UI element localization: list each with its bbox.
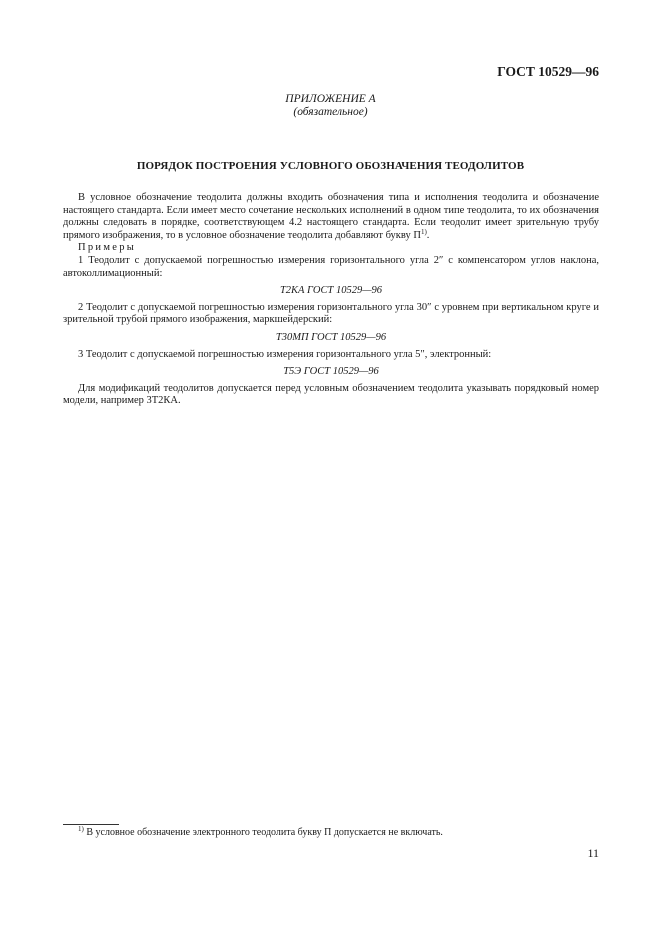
page-number: 11 <box>587 846 599 860</box>
example-2: 2 Теодолит с допускаемой погрешностью измерения горизонтального угла 30″ с уровнем при вертикальном круге и зрительной трубой прямого изображения, маркшейдерский: <box>63 301 599 326</box>
standard-number: ГОСТ 10529—96 <box>497 64 599 79</box>
modifications-paragraph: Для модификаций теодолитов допускается перед условным обозначением теодолита указывать порядковый номер модели, например 3Т2КА. <box>63 382 599 407</box>
body-text <box>63 192 599 408</box>
designation-3: Т5Э ГОСТ 10529—96 <box>283 366 379 378</box>
intro-end: . <box>426 229 430 241</box>
example-1: 1 Теодолит с допускаемой погрешностью измерения горизонтального угла 2″ с компенсатором углов наклона, автоколлимационный: <box>63 254 599 279</box>
example-3: 3 Теодолит с допускаемой погрешностью измерения горизонтального угла 5″, электронный: <box>78 348 492 360</box>
examples-heading: Примеры <box>78 242 137 254</box>
intro-text: В условное обозначение теодолита должны входить обозначения типа и исполнения теодолита и обозначение настоящего стандарта. Если имеет место сочетание нескольких исполнений в одном типе теодолита, то их обозначения должны следовать в порядке, соответствующем 4.2 настоящего стандарта. Если теодолит имеет зрительную трубу прямого изображения, то в условное обозначение теодолита добавляют букву П <box>63 192 599 241</box>
intro-paragraph <box>63 192 599 242</box>
appendix-label: ПРИЛОЖЕНИЕ А <box>285 93 376 105</box>
appendix-status: (обязательное) <box>293 106 368 118</box>
designation-1: Т2КА ГОСТ 10529—96 <box>279 285 383 297</box>
footnote-divider <box>63 824 119 825</box>
footnote <box>78 827 443 838</box>
appendix-heading <box>0 93 661 119</box>
footnote-text: В условное обозначение электронного теодолита букву П допускается не включать. <box>83 827 443 838</box>
footnote-reference: 1) <box>420 227 427 236</box>
footnote-marker: 1) <box>78 825 84 833</box>
designation-2: Т30МП ГОСТ 10529—96 <box>275 331 387 343</box>
section-title: ПОРЯДОК ПОСТРОЕНИЯ УСЛОВНОГО ОБОЗНАЧЕНИЯ ТЕОДОЛИТОВ <box>136 160 525 172</box>
